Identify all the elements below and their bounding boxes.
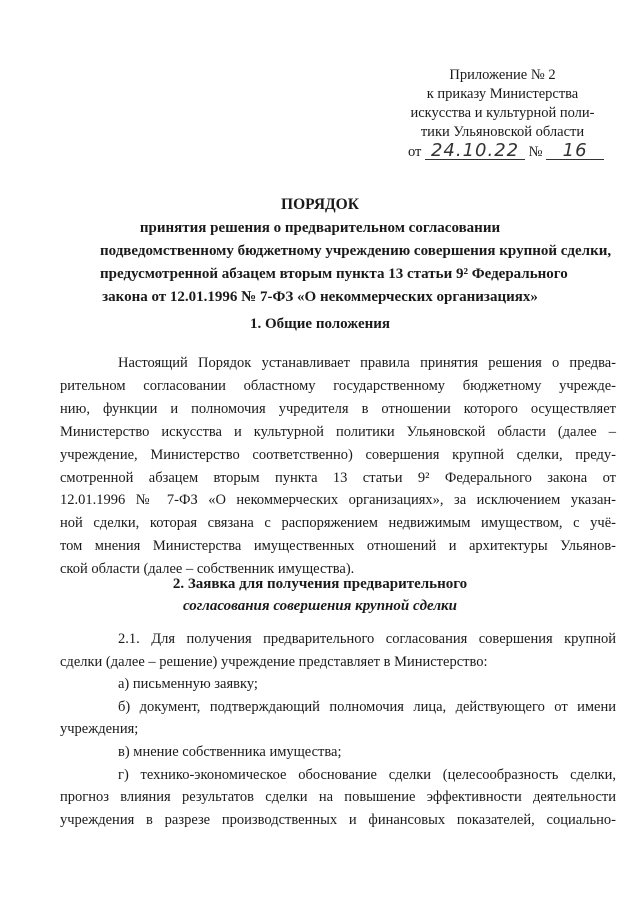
list-item-continuation: учреждения в разрезе производственных и финансовых показателей, социально- — [60, 811, 616, 828]
appendix-line: к приказу Министерства — [426, 86, 579, 102]
handwritten-date: 24.10.22 — [425, 142, 525, 160]
text-line: рительном согласовании областному государственному бюджетному учрежде- — [60, 377, 616, 394]
appendix-line: Приложение № 2 — [449, 67, 556, 83]
section2-heading-line: 2. Заявка для получения предварительного — [172, 576, 468, 592]
section1-paragraph — [60, 352, 616, 581]
order-date-number-line — [400, 142, 605, 162]
list-item: в) мнение собственника имущества; — [118, 743, 342, 760]
text-line: ной сделки, которая связана с распоряжением недвижимым имуществом, с учё- — [60, 515, 616, 532]
handwritten-number: 16 — [546, 142, 604, 160]
title-line: принятия решения о предварительном согласовании — [139, 220, 501, 236]
appendix-line: тики Ульяновской области — [420, 124, 585, 140]
text-line: сделки (далее – решение) учреждение представляет в Министерство: — [60, 653, 488, 670]
title-heading: ПОРЯДОК — [281, 196, 359, 213]
title-line: подведомственному бюджетному учреждению совершения крупной сделки, — [100, 243, 612, 259]
list-item: а) письменную заявку; — [118, 676, 258, 693]
text-line: Настоящий Порядок устанавливает правила принятия решения о предва- — [118, 355, 616, 371]
from-label: от — [408, 144, 422, 160]
section1-heading: 1. Общие положения — [249, 316, 391, 332]
number-label: № — [528, 144, 543, 160]
list-item: г) технико-экономическое обоснование сделки (целесообразность сделки, — [118, 766, 616, 783]
text-line: 2.1. Для получения предварительного согласования совершения крупной — [118, 631, 616, 647]
section2-body — [60, 628, 616, 831]
text-line: ской области (далее – собственник имущества). — [60, 561, 355, 578]
appendix-header — [400, 66, 605, 162]
list-item-continuation: прогноз влияния результатов сделки на повышение эффективности деятельности — [60, 789, 616, 806]
text-line: Министерство искусства и культурной политики Ульяновской области (далее – — [60, 423, 616, 440]
title-line: предусмотренной абзацем вторым пункта 13 статьи 9² Федерального — [100, 266, 568, 282]
section2-heading-line: согласования совершения крупной сделки — [183, 598, 457, 614]
title-line: закона от 12.01.1996 № 7-ФЗ «О некоммерческих организациях» — [102, 289, 538, 305]
list-item: б) документ, подтверждающий полномочия лица, действующего от имени — [118, 698, 616, 715]
text-line: учреждение, Министерство соответственно) совершения крупной сделки, преду- — [60, 446, 616, 463]
appendix-line: искусства и культурной поли- — [410, 105, 595, 121]
text-line: нию, функции и полномочия учредителя в отношении которого осуществляет — [60, 400, 616, 417]
text-line: 12.01.1996 № 7-ФЗ «О некоммерческих организациях», за исключением указан- — [60, 492, 616, 509]
text-line: смотренной абзацем вторым пункта 13 статьи 9² Федерального закона от — [60, 469, 616, 486]
section2-heading — [100, 573, 540, 617]
text-line: том мнения Министерства имущественных отношений и архитектуры Ульянов- — [60, 538, 616, 555]
list-item-continuation: учреждения; — [60, 721, 139, 738]
document-title — [100, 193, 612, 309]
